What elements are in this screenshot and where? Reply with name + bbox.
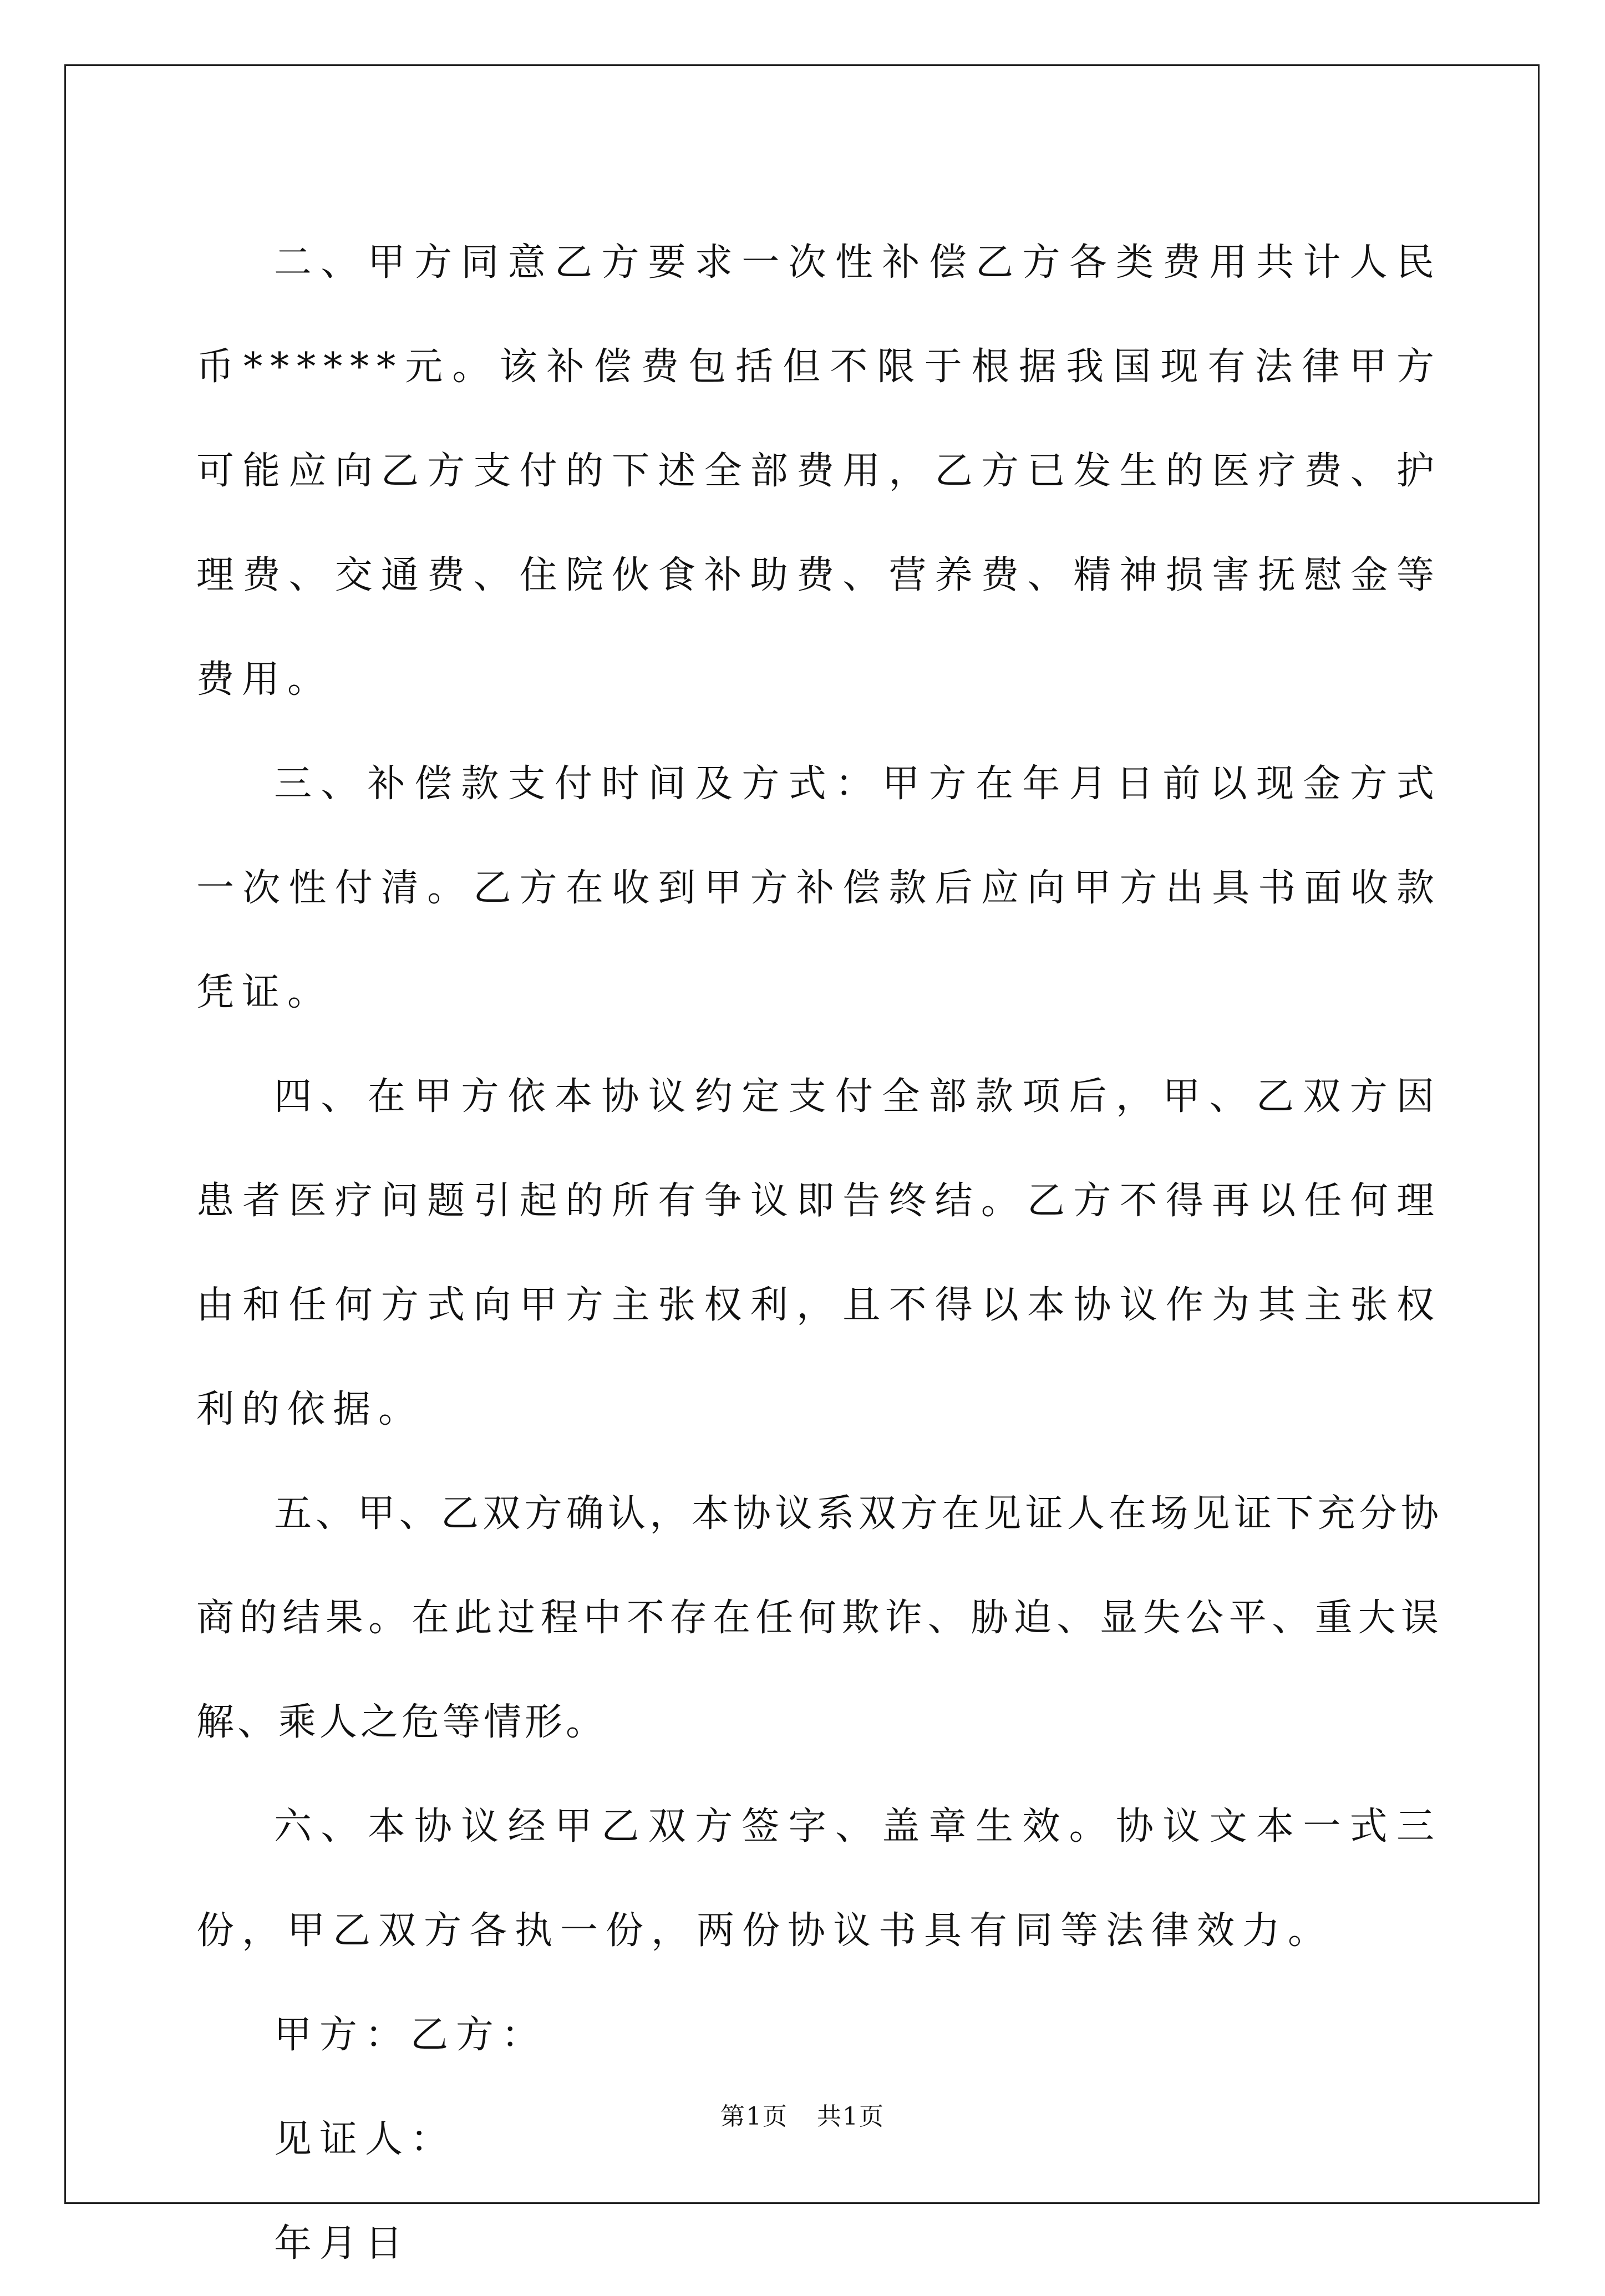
clause-six: 六、本协议经甲乙双方签字、盖章生效。协议文本一式三份，甲乙双方各执一份，两份协议书具有同等法律效力。 (196, 1805, 1442, 1953)
clause-two: 二、甲方同意乙方要求一次性补偿乙方各类费用共计人民币******元。该补偿费包括但不限于根据我国现有法律甲方可能应向乙方支付的下述全部费用，乙方已发生的医疗费、护理费、交通费、住院伙食补助费、营养费、精神损害抚慰金等费用。 (196, 241, 1442, 702)
witness-line: 见证人： (274, 2117, 456, 2161)
clause-five: 五、甲、乙双方确认，本协议系双方在见证人在场见证下充分协商的结果。在此过程中不存在任何欺诈、胁迫、显失公平、重大误解、乘人之危等情形。 (196, 1492, 1442, 1744)
clause-four: 四、在甲方依本协议约定支付全部款项后，甲、乙双方因患者医疗问题引起的所有争议即告终结。乙方不得再以任何理由和任何方式向甲方主张权利，且不得以本协议作为其主张权利的依据。 (196, 1075, 1442, 1431)
page-footer (0, 2096, 1605, 2132)
page-number-current: 第1页 (720, 2102, 788, 2131)
party-signature-line: 甲方：乙方： (274, 2013, 547, 2057)
clause-three: 三、补偿款支付时间及方式：甲方在年月日前以现金方式一次性付清。乙方在收到甲方补偿款后应向甲方出具书面收款凭证。 (196, 762, 1442, 1014)
page-number-total: 共1页 (817, 2102, 885, 2131)
date-line: 年月日 (274, 2222, 411, 2265)
document-body (196, 211, 1442, 2296)
